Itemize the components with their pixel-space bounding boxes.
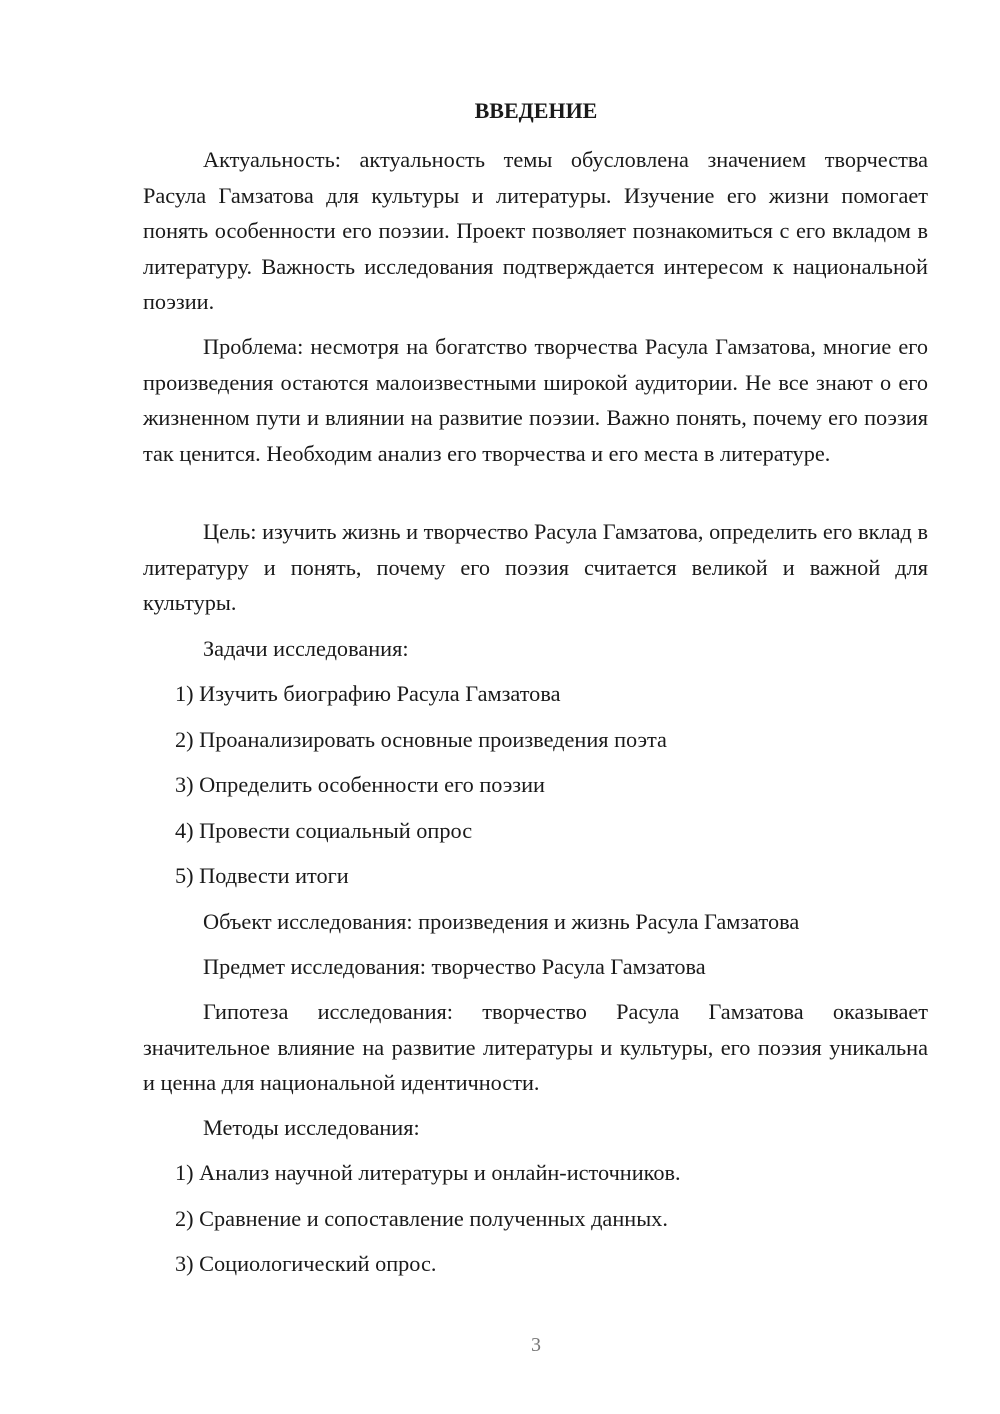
task-item-1: 1) Изучить биографию Расула Гамзатова xyxy=(175,681,561,706)
task-item-2: 2) Проанализировать основные произведения поэта xyxy=(175,727,667,752)
research-object: Объект исследования: произведения и жизнь Расула Гамзатова xyxy=(203,909,800,934)
problem-paragraph: Проблема: несмотря на богатство творчества Расула Гамзатова, многие его произведения остаются малоизвестными широкой аудитории. Не все знают о его жизненном пути и влиянии на развитие поэзии. Важно понять, почему его поэзия так ценится. Необходим анализ его творчества и его места в литературе. xyxy=(143,334,928,466)
task-item-4: 4) Провести социальный опрос xyxy=(175,818,473,843)
page-title: ВВЕДЕНИЕ xyxy=(474,98,598,123)
methods-label: Методы исследования: xyxy=(203,1115,420,1140)
goal-paragraph: Цель: изучить жизнь и творчество Расула Гамзатова, определить его вклад в литературу и понять, почему его поэзия считается великой и важной для культуры. xyxy=(143,519,928,615)
method-item-2: 2) Сравнение и сопоставление полученных данных. xyxy=(175,1206,668,1231)
tasks-label: Задачи исследования: xyxy=(203,636,409,661)
page-number: 3 xyxy=(531,1334,541,1356)
research-subject: Предмет исследования: творчество Расула Гамзатова xyxy=(203,954,706,979)
method-item-1: 1) Анализ научной литературы и онлайн-источников. xyxy=(175,1160,681,1185)
hypothesis-paragraph: Гипотеза исследования: творчество Расула Гамзатова оказывает значительное влияние на развитие литературы и культуры, его поэзия уникальна и ценна для национальной идентичности. xyxy=(143,999,928,1095)
task-item-5: 5) Подвести итоги xyxy=(175,863,349,888)
relevance-paragraph: Актуальность: актуальность темы обусловлена значением творчества Расула Гамзатова для культуры и литературы. Изучение его жизни помогает понять особенности его поэзии. Проект позволяет познакомиться с его вкладом в литературу. Важность исследования подтверждается интересом к национальной поэзии. xyxy=(143,147,928,314)
task-item-3: 3) Определить особенности его поэзии xyxy=(175,772,545,797)
method-item-3: 3) Социологический опрос. xyxy=(175,1251,437,1276)
